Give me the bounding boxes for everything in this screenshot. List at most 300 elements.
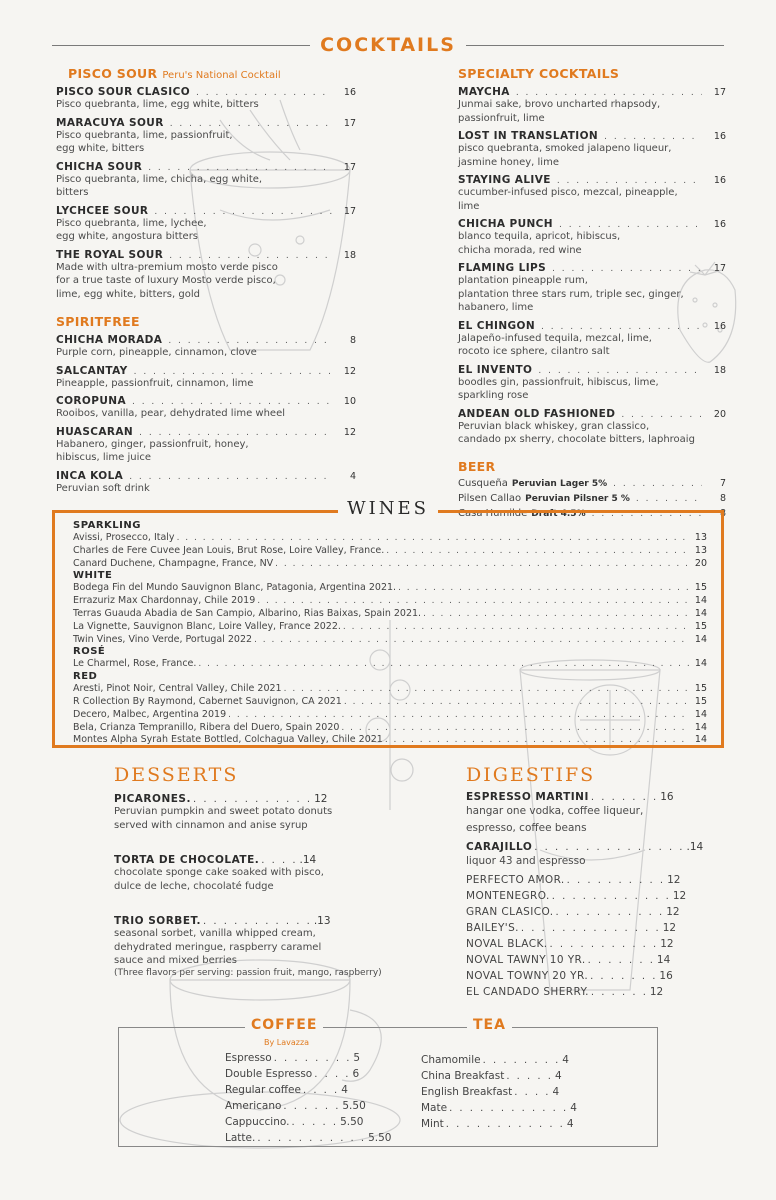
menu-item-price: 16 <box>343 87 356 98</box>
dessert-description: sauce and mixed berries <box>114 955 237 966</box>
wine-item <box>73 734 707 747</box>
menu-item-header <box>458 86 726 98</box>
header-divider-left <box>52 45 310 46</box>
digestif-name: ESPRESSO MARTINI <box>466 791 589 803</box>
dot-leader <box>557 176 702 186</box>
dot-leader <box>613 479 702 489</box>
menu-item <box>56 86 356 112</box>
digestif-description: liquor 43 and espresso <box>466 855 586 867</box>
dot-leader <box>559 220 702 230</box>
menu-item-description: candado px sherry, chocolate bitters, laphroaig <box>458 434 695 445</box>
menu-item-name: CHICHA MORADA <box>56 334 163 346</box>
menu-item-header <box>458 364 726 376</box>
dessert-description: dulce de leche, chocolaté fudge <box>114 880 274 892</box>
digestif-item <box>466 922 686 934</box>
tea-title: TEA <box>467 1017 512 1033</box>
dot-leader <box>398 583 691 595</box>
cocktails-header <box>52 34 724 56</box>
menu-item-name: LOST IN TRANSLATION <box>458 130 599 142</box>
menu-item-description: Purple corn, pineapple, cinnamon, clove <box>56 347 257 358</box>
menu-item-header <box>458 320 726 332</box>
drink-name: Americano <box>225 1100 282 1112</box>
menu-item-description: passionfruit, lime <box>458 112 545 124</box>
digestif-featured-item <box>466 841 704 870</box>
digestif-item <box>466 890 686 902</box>
drink-price: 4 <box>566 1118 574 1130</box>
menu-item <box>56 161 356 200</box>
dessert-name: TRIO SORBET. <box>114 915 202 927</box>
digestif-price: 12 <box>672 889 687 902</box>
wine-price: 14 <box>694 721 707 733</box>
dessert-note: (Three flavors per serving: passion fruit, mango, raspberry) <box>114 967 382 978</box>
dot-leader: . . . . . . . . . . . . <box>551 890 671 902</box>
wine-item <box>73 621 707 634</box>
drink-name: Espresso <box>225 1052 272 1064</box>
menu-item <box>56 334 356 360</box>
dessert-price: .14 <box>299 854 317 866</box>
drink-price: 4 <box>552 1086 560 1098</box>
wine-price: 15 <box>694 695 707 707</box>
beer-detail: Peruvian Lager 5% <box>511 478 608 489</box>
wine-price: 15 <box>694 582 707 594</box>
dessert-description: Peruvian pumpkin and sweet potato donuts <box>114 806 333 817</box>
wine-item <box>73 634 707 647</box>
digestif-featured-item <box>466 791 686 836</box>
dot-leader <box>541 322 702 332</box>
digestif-item <box>466 970 686 982</box>
coffee-tea-box <box>118 1017 658 1147</box>
menu-item-name: STAYING ALIVE <box>458 174 551 186</box>
digestif-item <box>466 954 686 966</box>
drink-name: Chamomile <box>421 1054 481 1066</box>
menu-item-name: INCA KOLA <box>56 469 124 482</box>
dot-leader: . . . . . . . . . . . <box>555 906 665 918</box>
wine-item <box>73 709 707 722</box>
pisco-sour-list <box>56 86 356 301</box>
dessert-header <box>114 793 434 805</box>
menu-item-description: habanero, lime <box>458 302 534 313</box>
menu-item-description: chicha morada, red wine <box>458 244 582 256</box>
menu-item-description: Pisco quebranta, lime, passionfruit, <box>56 129 233 141</box>
menu-item-description: pisco quebranta, smoked jalapeno liqueur, <box>458 143 672 154</box>
wine-item <box>73 683 707 696</box>
digestif-price: 12 <box>649 985 664 998</box>
digestifs-title: DIGESTIFS <box>466 764 596 786</box>
menu-item-price: 16 <box>713 175 726 186</box>
menu-item-price: 16 <box>713 320 726 332</box>
digestifs-section <box>466 764 704 998</box>
digestif-name: EL CANDADO SHERRY. <box>466 985 589 998</box>
drink-item <box>225 1068 385 1080</box>
menu-item-price: 18 <box>343 249 356 261</box>
menu-item-header <box>458 130 726 142</box>
beer-item <box>458 493 726 504</box>
menu-item-header <box>56 249 356 261</box>
menu-item <box>458 130 726 169</box>
dot-leader <box>257 596 691 608</box>
drink-item <box>225 1052 385 1064</box>
drink-price: 4 <box>341 1084 348 1096</box>
beer-title: BEER <box>458 458 496 474</box>
dot-leader: . . . . <box>314 1069 351 1080</box>
menu-item-header <box>458 262 726 274</box>
beer-price: 7 <box>719 477 726 489</box>
digestif-name: CARAJILLO <box>466 841 533 853</box>
desserts-title: DESSERTS <box>114 764 239 786</box>
wine-price: 14 <box>694 607 707 619</box>
wine-name: Montes Alpha Syrah Estate Bottled, Colchagua Valley, Chile 2021 <box>73 734 383 746</box>
wine-name: Bodega Fin del Mundo Sauvignon Blanc, Patagonia, Argentina 2021. <box>73 582 397 594</box>
beer-detail: Peruvian Pilsner 5 % <box>525 493 630 504</box>
menu-item-description: Made with ultra-premium mosto verde pisco <box>56 261 278 273</box>
menu-item-name: EL CHINGON <box>458 319 536 332</box>
dot-leader: . . . . . . . . . . <box>566 874 666 886</box>
wine-name: La Vignette, Sauvignon Blanc, Loire Valley, France 2022. <box>73 620 341 632</box>
menu-item-name: MARACUYA SOUR <box>56 116 164 129</box>
header-divider-right <box>466 45 724 46</box>
digestif-price: 12 <box>666 905 680 918</box>
cocktails-title: COCKTAILS <box>320 34 456 56</box>
dessert-description: served with cinnamon and anise syrup <box>114 819 308 831</box>
menu-item-description: cucumber-infused pisco, mezcal, pineapple, <box>458 187 678 198</box>
drink-price: 5 <box>353 1052 361 1064</box>
wine-item <box>73 582 707 595</box>
menu-item <box>56 205 356 244</box>
dot-leader <box>341 723 691 735</box>
digestif-price: 12 <box>660 937 674 950</box>
dot-leader: . . . . . . <box>283 1101 341 1112</box>
menu-item-price: 12 <box>343 365 356 377</box>
menu-item-name: ANDEAN OLD FASHIONED <box>458 407 616 420</box>
drink-item <box>225 1132 392 1144</box>
dot-leader <box>139 428 332 438</box>
pisco-sour-section <box>56 66 356 495</box>
menu-item <box>56 249 356 302</box>
menu-item-price: 16 <box>713 131 726 142</box>
wine-item <box>73 658 707 671</box>
menu-item-price: 20 <box>713 408 726 420</box>
wine-item <box>73 608 707 621</box>
coffee-subtitle: By Lavazza <box>264 1038 310 1047</box>
dot-leader <box>170 119 332 129</box>
wine-price: 15 <box>694 620 707 632</box>
menu-item-description: jasmine honey, lime <box>458 156 559 168</box>
dot-leader: . . . . . . . . . . . . <box>449 1103 569 1114</box>
dot-leader <box>254 635 691 647</box>
menu-item-description: egg white, angostura bitters <box>56 231 199 242</box>
menu-item-description: plantation three stars rum, triple sec, ginger, <box>458 288 684 300</box>
dot-leader <box>636 494 702 504</box>
dessert-name: TORTA DE CHOCOLATE. <box>114 854 260 866</box>
wine-name: Bela, Crianza Tempranillo, Ribera del Duero, Spain 2020 <box>73 721 340 733</box>
menu-item <box>458 86 726 125</box>
dessert-header <box>114 854 434 866</box>
menu-item-description: Pisco quebranta, lime, chicha, egg white, <box>56 173 263 185</box>
wine-price: 14 <box>694 633 707 645</box>
menu-item-description: bitters <box>56 187 89 198</box>
menu-item-name: PISCO SOUR CLASICO <box>56 86 191 98</box>
dessert-header <box>114 915 434 927</box>
menu-item-name: EL INVENTO <box>458 363 533 376</box>
menu-item-name: THE ROYAL SOUR <box>56 248 164 261</box>
menu-item <box>56 117 356 156</box>
dot-leader <box>386 546 691 558</box>
dot-leader <box>177 533 691 545</box>
digestif-name: NOVAL TOWNY 20 YR. <box>466 969 589 982</box>
menu-item-price: 12 <box>343 426 356 438</box>
dot-leader: . . . . . . . <box>587 954 655 966</box>
menu-item-description: Peruvian soft drink <box>56 482 150 494</box>
digestif-description: espresso, coffee beans <box>466 821 587 834</box>
wine-name: Avissi, Prosecco, Italy <box>73 532 175 543</box>
wines-title: WINES <box>338 498 438 519</box>
wine-category: WHITE <box>73 570 113 582</box>
wine-category: ROSÉ <box>73 646 106 658</box>
drink-item <box>421 1102 581 1114</box>
dot-leader <box>385 735 691 747</box>
dot-leader <box>154 207 332 217</box>
menu-item-header <box>56 205 356 217</box>
specialty-section <box>458 66 726 519</box>
dessert-item <box>114 915 434 978</box>
menu-item-description: boodles gin, passionfruit, hibiscus, lime, <box>458 376 659 388</box>
dot-leader <box>284 684 691 696</box>
menu-item-description: hibiscus, lime juice <box>56 452 152 463</box>
dessert-item <box>114 854 434 893</box>
wine-item <box>73 595 707 608</box>
dessert-description: chocolate sponge cake soaked with pisco, <box>114 867 324 878</box>
wine-name: R Collection By Raymond, Cabernet Sauvignon, CA 2021 <box>73 695 342 707</box>
menu-item <box>56 365 356 391</box>
drink-item <box>225 1116 385 1128</box>
wine-item <box>73 696 707 709</box>
dot-leader: . . . . . . . <box>590 970 658 982</box>
wine-price: 14 <box>694 595 707 607</box>
menu-item-description: blanco tequila, apricot, hibiscus, <box>458 231 621 242</box>
dot-leader <box>132 397 332 407</box>
menu-item-price: 17 <box>343 205 356 217</box>
dot-leader: . . . . . . . . <box>273 1053 352 1064</box>
dot-leader <box>129 472 332 482</box>
beer-item <box>458 478 726 489</box>
menu-item-description: plantation pineapple rum, <box>458 275 588 286</box>
drink-item <box>421 1118 581 1130</box>
menu-item-header <box>56 395 356 407</box>
menu-item-header <box>56 86 356 98</box>
dot-leader <box>552 264 702 274</box>
menu-item-header <box>56 334 356 346</box>
menu-item-description: Rooibos, vanilla, pear, dehydrated lime wheel <box>56 408 286 419</box>
menu-item-description: Pisco quebranta, lime, egg white, bitters <box>56 99 259 110</box>
digestif-item <box>466 938 686 950</box>
menu-item-header <box>458 174 726 186</box>
menu-item-description: rocoto ice sphere, cilantro salt <box>458 346 610 357</box>
menu-item-price: 17 <box>713 263 726 274</box>
digestifs-list <box>466 874 686 998</box>
coffee-list <box>225 1048 392 1144</box>
menu-item-price: 17 <box>343 161 356 173</box>
drink-price: 4 <box>562 1054 569 1066</box>
digestif-price: 14 <box>656 953 671 966</box>
drink-price: 5.50 <box>342 1100 366 1112</box>
menu-item-description: for a true taste of luxury Mosto verde pisco, <box>56 275 276 286</box>
dot-leader <box>134 367 332 377</box>
dot-leader: . . . . . <box>506 1071 553 1082</box>
wine-price: 14 <box>694 734 707 746</box>
menu-item-price: 16 <box>713 219 726 230</box>
drink-name: Double Espresso <box>225 1068 313 1080</box>
menu-item <box>56 470 356 496</box>
drink-name: Cappuccino. <box>225 1116 290 1128</box>
dessert-price: 12 <box>314 793 328 805</box>
menu-item <box>458 218 726 257</box>
menu-item-description: Pineapple, passionfruit, cinnamon, lime <box>56 377 254 389</box>
wine-name: Canard Duchene, Champagne, France, NV <box>73 557 274 569</box>
wine-name: Terras Guauda Abadia de San Campio, Albarino, Rias Baixas, Spain 2021. <box>73 607 422 619</box>
menu-item <box>458 408 726 447</box>
dot-leader: . . . . <box>261 855 298 866</box>
drink-item <box>421 1070 581 1082</box>
digestif-name: BAILEY'S. <box>466 921 519 934</box>
wine-name: Aresti, Pinot Noir, Central Valley, Chile 2021 <box>73 683 282 695</box>
digestif-name: GRAN CLASICO. <box>466 905 554 918</box>
dot-leader <box>344 697 691 709</box>
beer-name: Pilsen Callao <box>458 492 522 504</box>
menu-item-name: FLAMING LIPS <box>458 262 547 274</box>
menu-item-description: Habanero, ginger, passionfruit, honey, <box>56 438 249 450</box>
menu-item-price: 17 <box>343 117 356 129</box>
drink-item <box>225 1084 385 1096</box>
beer-detail: Draft 4.5% <box>531 508 586 519</box>
drink-price: 5.50 <box>340 1116 364 1128</box>
menu-item-price: 18 <box>713 364 726 376</box>
menu-item <box>458 262 726 315</box>
wine-price: 13 <box>694 532 707 543</box>
menu-item-description: lime, egg white, bitters, gold <box>56 288 200 300</box>
menu-item-name: SALCANTAY <box>56 364 128 377</box>
dot-leader <box>516 88 702 98</box>
dot-leader <box>168 336 332 346</box>
menu-item <box>458 174 726 213</box>
dot-leader: . . . . . . . . . . . . . . . <box>534 842 685 853</box>
dessert-description: seasonal sorbet, vanilla whipped cream, <box>114 928 316 939</box>
menu-item-name: COROPUNA <box>56 395 126 407</box>
dot-leader: . . . . . . . . . . . <box>549 938 659 950</box>
wine-name: Decero, Malbec, Argentina 2019 <box>73 708 227 720</box>
drink-item <box>225 1100 385 1112</box>
menu-item-name: MAYCHA <box>458 86 510 98</box>
digestif-description: hangar one vodka, coffee liqueur, <box>466 805 644 817</box>
pisco-sour-heading: PISCO SOUR <box>68 66 158 81</box>
digestif-price: .14 <box>686 841 704 853</box>
wine-item <box>73 722 707 735</box>
tea-list <box>421 1050 581 1130</box>
menu-item-price: 8 <box>349 335 356 346</box>
menu-item-description: lime <box>458 200 480 212</box>
digestif-name: NOVAL TAWNY 10 YR. <box>466 953 586 966</box>
coffee-title: COFFEE <box>245 1017 323 1033</box>
specialty-title: SPECIALTY COCKTAILS <box>458 66 620 81</box>
menu-item <box>56 426 356 465</box>
wine-price: 20 <box>694 557 707 569</box>
menu-item-header <box>56 117 356 129</box>
dot-leader <box>148 163 332 173</box>
dot-leader: . . . . . . . . <box>482 1055 561 1066</box>
drink-name: China Breakfast <box>421 1070 505 1082</box>
drink-price: 4 <box>570 1102 577 1114</box>
digestif-price: 16 <box>659 969 673 982</box>
wine-price: 13 <box>694 544 707 556</box>
menu-item-description: Junmai sake, brovo uncharted rhapsody, <box>458 99 661 110</box>
menu-item-name: HUASCARAN <box>56 425 134 438</box>
menu-item-description: Peruvian black whiskey, gran classico, <box>458 420 650 432</box>
wine-price: 14 <box>694 658 707 670</box>
pisco-sour-title <box>68 66 356 81</box>
menu-item-price: 17 <box>713 87 726 98</box>
dot-leader: . . . . . <box>291 1117 339 1128</box>
dessert-price: .13 <box>313 915 331 927</box>
dot-leader <box>275 559 691 571</box>
dot-leader <box>196 88 332 98</box>
spiritfree-title: SPIRITFREE <box>56 314 140 329</box>
menu-item-header <box>56 470 356 482</box>
drink-name: Regular coffee <box>225 1084 301 1096</box>
digestif-name: MONTENEGRO. <box>466 889 550 902</box>
spiritfree-list <box>56 334 356 495</box>
wine-name: Errazuriz Max Chardonnay, Chile 2019 <box>73 595 256 607</box>
digestif-name: PERFECTO AMOR. <box>466 873 565 886</box>
dot-leader: . . . . . . . . . . . . . . <box>520 922 661 934</box>
drink-name: Mate <box>421 1102 448 1114</box>
beer-price: 8 <box>719 507 726 519</box>
beer-name: Cusqueña <box>458 477 508 489</box>
dot-leader: . . . . <box>302 1085 340 1096</box>
desserts-list <box>114 793 434 978</box>
dot-leader: . . . . . . . . . . . <box>203 916 312 927</box>
dot-leader <box>621 410 702 420</box>
menu-item-name: CHICHA PUNCH <box>458 218 553 230</box>
specialty-list <box>458 86 726 447</box>
digestif-price: 16 <box>660 791 674 803</box>
dessert-item <box>114 793 434 832</box>
wine-list <box>73 520 707 747</box>
digestif-price: 12 <box>667 873 681 886</box>
dot-leader <box>169 251 332 261</box>
menu-item-description: egg white, bitters <box>56 143 145 154</box>
dot-leader: . . . . . . . <box>590 792 659 803</box>
digestifs-featured-list <box>466 791 704 870</box>
menu-item-header <box>56 426 356 438</box>
menu-item <box>56 395 356 421</box>
drink-name: Latte. <box>225 1132 256 1144</box>
wine-name: Charles de Fere Cuvee Jean Louis, Brut Rose, Loire Valley, France. <box>73 544 385 556</box>
menu-item-description: sparkling rose <box>458 390 529 401</box>
dot-leader <box>538 366 702 376</box>
wine-name: Twin Vines, Vino Verde, Portugal 2022 <box>73 633 253 645</box>
beer-price: 8 <box>719 492 726 504</box>
digestif-header <box>466 791 686 803</box>
wine-item <box>73 532 707 545</box>
wine-name: Le Charmel, Rose, France. <box>73 658 197 670</box>
menu-item-price: 10 <box>343 396 356 407</box>
dot-leader <box>343 622 691 634</box>
wine-category: RED <box>73 671 98 683</box>
menu-item-price: 4 <box>349 470 356 482</box>
dessert-description: dehydrated meringue, raspberry caramel <box>114 941 322 953</box>
drink-item <box>421 1086 581 1098</box>
drink-price: 4 <box>554 1070 562 1082</box>
dot-leader <box>228 710 691 722</box>
